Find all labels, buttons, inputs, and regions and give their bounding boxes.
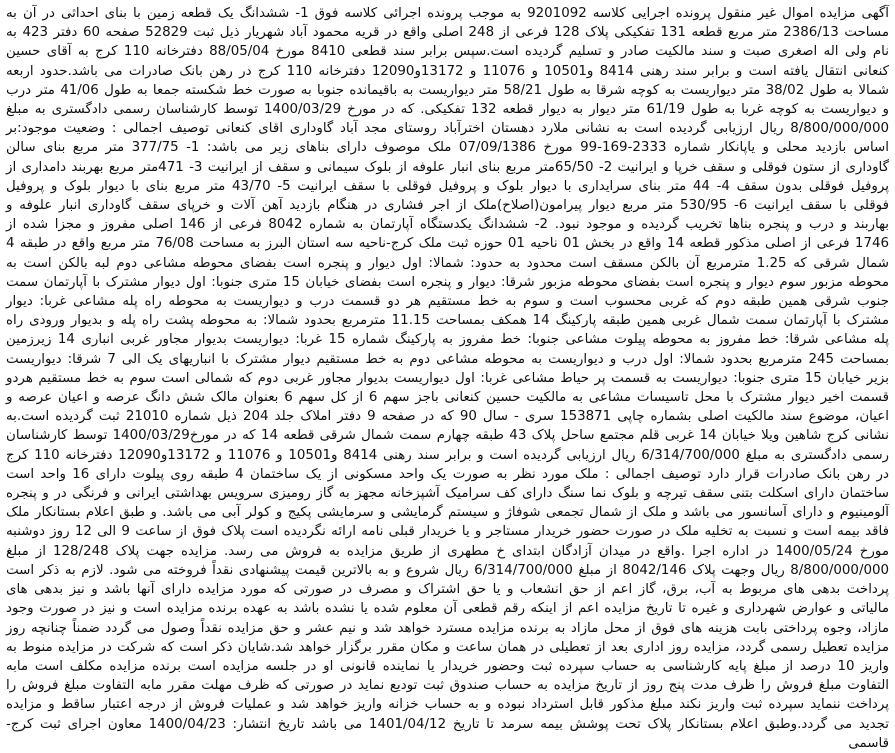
notice-body: آگهی مزایده اموال غیر منقول پرونده اجرایی کلاسه 9201092 به موجب پرونده اجرائی کلاسه فوق 1- ششدانگ یک قطعه زمین با بنای احداثی در آن به مساحت 2386/13 متر مربع قطعه 131 تفکیکی پلاک 128 فرعی از 248 اصلی واقع در قریه محمود آباد شهریار ذیل ثبت 52829 صفحه 60 دفتر 423 به نام ولی اله اصغری صبت و سند مالکیت صادر و تسلیم گردیده است.سپس برابر سند قطعی 8410 مورخ 88/05/04 دفترخانه 110 کرج به آقای حسین کنعانی انتقال یافته است و برابر سند رهنی 8414 و10501 و 11076 و 13172و12090 دفترخانه 110 کرج در رهن بانک صادرات می باشد.حدود اربعه شمالا به طول 38/02 متر دیواریست به کوچه شرقا به طول 58/21 متر دیواریست به باقیمانده جنوبا به صورت خط شکسته جمعا به طول 41/06 متر درب و دیواریست به کوچه غربا به طول 61/19 متر دیوار به دیوار قطعه 132 تفکیکی. که در مورخ 1400/03/29 توسط کارشناسان رسمی دادگستری به مبلغ 8/800/000/000 ریال ارزیابی گردیده است به نشانی ملارد دهستان اخترآباد روستای مجد آباد گاوداری اقای کنعانی توصیف اجمالی : وضعیت موجود:بر اساس بازدید محلی و یاپانکار شماره 2333-169-99 مورخ 07/09/1386 ملک موصوف دارای بناهای زیر می باشد: 1- 377/75 متر مربع بنای سالن گاوداری از ستون فوقلی و سقف خرپا و ایرانیت 2- 65/50متر مربع بنای انبار علوفه از بلوک سیمانی و سقف از ایرانیت 3- 471متر مربع بهربند دامداری از پروفیل فوقلی بدون سقف 4- 44 متر بنای سرایداری با دیوار بلوک و پروفیل فوقلی با سقف ایرانیت 5- 43/70 متر مربع بنای با دیوار بلوک و پروفیل فوقلی با سقف ایرانیت 6- 530/95 متر مربع دیوار پیرامون(اصلاح)ملک از اجر فشاری در هنگام بازدید آهن آلات و خرپای سقف گاوداری انبار علوفه و بهاربند و درب و پنجره بناها تخریب گردیده و موجود نبود. 2- ششدانگ یکدستگاه آپارتمان به شماره 8042 فرعی از 146 اصلی مفروز و مجزا شده از 1746 فرعی از اصلی مذکور قطعه 14 واقع در بخش 01 ناحیه 01 حوزه ثبت ملک کرج-ناحیه سه استان البرز به مساحت 76/08 متر مربع واقع در طبقه 4 شمال شرقی که 1.25 مترمربع آن بالکن مسقف است محدود به حدود: شمالا: اول دیوار و پنجره است بفضای محوطه مشاعی دوم لبه بالکن است به محوطه مزبور سوم دیوار و پنجره است بفضای محوطه مزبور شرقا: دیوار و پنجره است بفضای خیابان 15 متری جنوبا: اول دیوار مشترک با آپارتمان سمت جنوب شرقی همین طبقه دوم که غربی محسوب است و سوم به خط مستقیم هر دو قسمت درب و دیواریست به محوطه راه پله مشاعی غربا: دیوار مشترک با آپارتمان سمت شمال غربی همین طبقه پارکینگ 14 همکف بمساحت 11.15 مترمربع بحدود شمالا: به محوطه پشت راه پله و بدیوار ورودی راه پله مشاعی شرقا: خط مفروز به محوطه پیلوت مشاعی جنوبا: خط مفروز به پارکینگ شماره 15 غربا: دیواریست بدیوار مجاور غربی انباری 14 زیرزمین بمساحت 245 مترمربع بحدود شمالا: اول درب و دیواریست به محوطه مشاعی دوم به خط مستقیم دیوار مشترک با انباریهای یک الی 7 شرقا: دیواریست بزیر خیابان 15 متری جنوبا: دیواریست به قسمت پر حیاط مشاعی غربا: اول دیواریست بدیوار مجاور غربی دوم که شمالی است سوم به خط مستقیم هردو قسمت اخیر دیوار مشترک با محل تاسیسات مشاعی به مالکیت حسین کنعانی باجز سهم 6 از کل سهم 6 بعنوان مالک شش دانگ عرصه و اعیان عرصه و اعیان، موضوع سند مالکیت اصلی بشماره چاپی 153871 سری - سال 90 که در صفحه 9 دفتر املاک جلد 204 ذیل شماره 21010 ثبت گردیده است.به نشانی کرج شاهین ویلا خیابان 14 غربی قلم مجتمع ساحل پلاک 43 طبقه چهارم سمت شمال شرقی قطعه 14 که در مورخ1400/03/29 توسط کارشناسان رسمی دادگستری به مبلغ 6/314/700/000 ریال ارزیابی گردیده است و برابر سند رهنی 8414 و10501 و 11076 و 13172و12090 دفترخانه 110 کرج در رهن بانک صادرات قرار دارد توصیف اجمالی : ملک مورد نظر به صورت یک واحد مسکونی از یک ساختمان 4 طبقه روی پیلوت دارای 16 واحد است ساختمان دارای اسکلت بتنی سقف تیرچه و بلوک نما سنگ دارای کف سرامیک آشپزخانه مجهز به گاز رومیزی سرویس بهداشتی ایرانی و فرنگی در و پنجره آلومینیوم و دارای آسانسور می باشد و ملک از شمال تجمعی شوفاژ و سیستم گرمایشی و سرمایشی پکیج و کولر آبی می باشد. و طبق اعلام بستانکار ملک فاقد بیمه است و نسبت به تخلیه ملک در صورت حضور خریدار مستاجر و یا خریدار قبلی نامه ارائه نگردیده است پلاک فوق از ساعت 9 الی 12 روز دوشنبه مورخ 1400/05/24 در اداره اجرا .واقع در میدان آزادگان ابتدای خ مطهری از طریق مزایده به فروش می رسد. مزایده جهت پلاک 128/248 از مبلغ 8/800/000/000 ریال وجهت پلاک 8042/146 از مبلغ 6/314/700/000 ریال شروع و به بالاترین قیمت پیشنهادی نقداً فروخته می شود. لازم به ذکر است پرداخت بدهی های مربوط به آب، برق، گاز اعم از حق انشعاب و یا حق اشتراک و مصرف در صورتی که مورد مزایده دارای آنها باشد و نیز بدهی های مالیاتی و عوارض شهرداری و غیره تا تاریخ مزایده اعم از اینکه رقم قطعی آن معلوم شده یا نشده باشد به عهده برنده مزایده است و نیز در صورت وجود مازاد، وجوه پرداختی بابت هزینه های فوق از محل مازاد به برنده مزایده مسترد خواهد شد و نیم عشر و حق مزایده نقداً وصول می گردد ضمناً چنانچه روز مزایده تعطیل رسمی گردد، مزایده روز اداری بعد از تعطیلی در همان ساعت و مکان مقرر برگزار خواهد شد.شایان ذکر است که شرکت در مزایده منوط به واریز 10 درصد از مبلغ پایه کارشناسی به حساب سپرده ثبت وحضور خریدار یا نماینده قانونی او در جلسه مزایده است برنده مزایده مکلف است مابه التفاوت مبلغ فروش را ظرف مدت پنج روز از تاریخ مزایده به حساب صندوق ثبت تودیع نماید در صورتی که ظرف مهلت مقرر مابه التفاوت مبلغ فروش را پرداخت ننماید سپرده ثبت واریز نکند مبلغ مذکور قابل استرداد نبوده و به حساب خزانه واریز خواهد شد و عملیات فروش از درجه اعتبار ساقط و مزایده تجدید می گردد.وطبق اعلام بستانکار پلاک تحت پوشش بیمه سرمد تا تاریخ 1401/04/12 می باشد تاریخ انتشار: 1400/04/23 معاون اجرای ثبت کرج- قاسمی xyxy=(6,6,890,751)
